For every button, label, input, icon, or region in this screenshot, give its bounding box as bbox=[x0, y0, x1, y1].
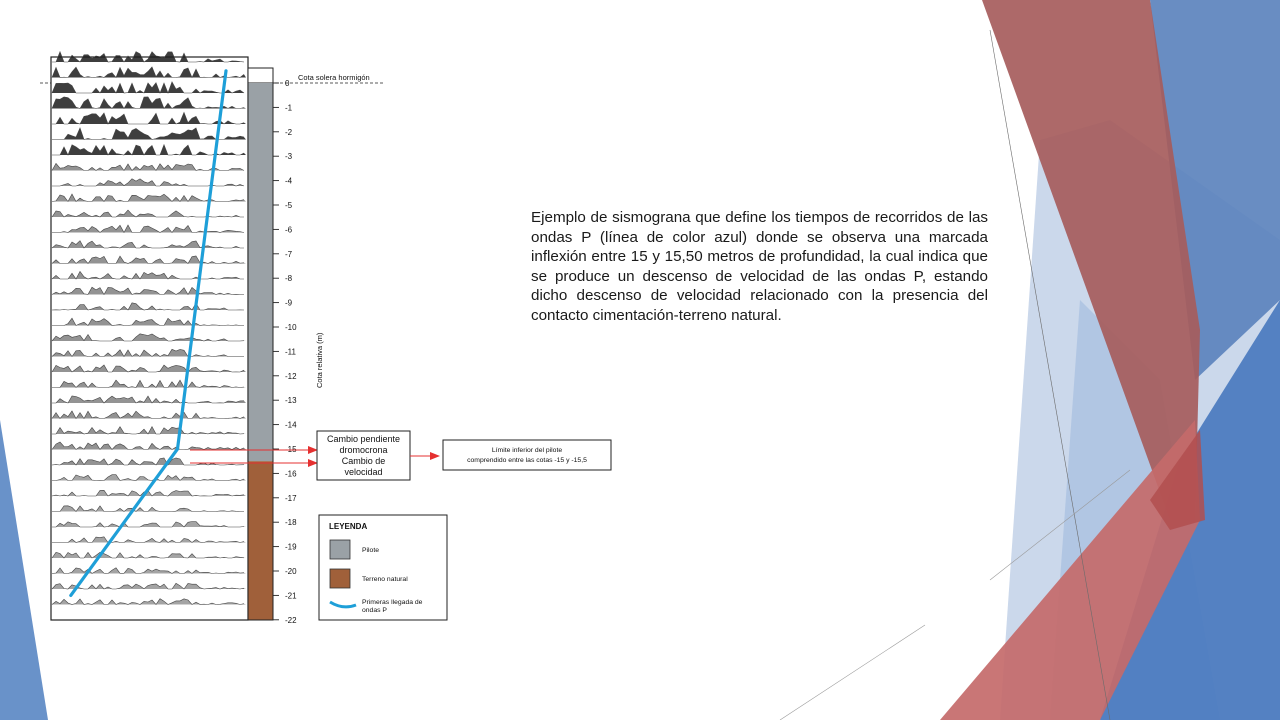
depth-tick-label: -11 bbox=[285, 347, 296, 357]
annotation-line-1: Cambio pendiente bbox=[326, 434, 401, 444]
depth-tick-label: -5 bbox=[285, 201, 293, 210]
depth-tick-label: -19 bbox=[285, 542, 297, 552]
depth-tick-label: -21 bbox=[285, 591, 297, 601]
depth-tick-label: -8 bbox=[285, 274, 293, 284]
depth-tick-label: -1 bbox=[285, 103, 293, 113]
depth-axis bbox=[273, 79, 297, 625]
legend-title: LEYENDA bbox=[329, 522, 368, 531]
pile-column bbox=[248, 83, 273, 461]
depth-tick-label: -13 bbox=[285, 396, 297, 406]
depth-tick-label: -10 bbox=[285, 323, 297, 332]
annotation-line-4: velocidad bbox=[344, 467, 383, 477]
limit-box-line-2: comprendido entre las cotas -15 y -15,5 bbox=[467, 457, 587, 464]
depth-tick-label: -22 bbox=[285, 615, 297, 625]
annotation-line-2: dromocrona bbox=[339, 445, 388, 455]
depth-tick-label: -9 bbox=[285, 298, 293, 308]
depth-tick-label: -15 bbox=[285, 445, 297, 454]
depth-tick-label: -4 bbox=[285, 176, 293, 186]
depth-tick-label: -20 bbox=[285, 567, 297, 576]
top-label: Cota solera hormigón bbox=[298, 73, 370, 82]
depth-tick-label: -12 bbox=[285, 371, 297, 381]
slide-caption: Ejemplo de sismograna que define los tiempos de recorridos de las ondas P (línea de color azul) donde se observa una marcada inflexión entre 15 y 15,50 metros de profundidad, la cual indica que se produce un descenso de velocidad de las ondas P, estando dicho descenso de velocidad relacionado con la presencia del contacto cimentación-terreno natural. bbox=[531, 209, 988, 324]
depth-column-top-white bbox=[248, 68, 273, 83]
annotation-line-3: Cambio de bbox=[341, 456, 386, 466]
depth-tick-label: -2 bbox=[285, 127, 293, 137]
limit-arrow-head bbox=[430, 452, 440, 460]
legend-p-wave-label: Primeras llegada de ondas P bbox=[362, 599, 423, 614]
axis-title: Cota relativa (m) bbox=[315, 332, 324, 388]
depth-tick-label: -6 bbox=[285, 225, 293, 235]
legend-pile-label: Pilote bbox=[362, 547, 380, 554]
depth-tick-label: -18 bbox=[285, 518, 297, 528]
depth-tick-label: 0 bbox=[285, 79, 290, 88]
depth-tick-label: -3 bbox=[285, 152, 293, 162]
depth-tick-label: -14 bbox=[285, 420, 297, 430]
natural-ground-column bbox=[248, 461, 273, 620]
legend-soil-swatch bbox=[330, 569, 350, 588]
limit-box-line-1: Límite inferior del pilote bbox=[491, 447, 563, 454]
legend-soil-label: Terreno natural bbox=[362, 576, 408, 583]
depth-tick-label: -7 bbox=[285, 249, 293, 259]
limit-box bbox=[443, 440, 611, 470]
depth-tick-label: -17 bbox=[285, 493, 297, 503]
legend-pile-swatch bbox=[330, 540, 350, 559]
depth-tick-label: -16 bbox=[285, 469, 297, 479]
